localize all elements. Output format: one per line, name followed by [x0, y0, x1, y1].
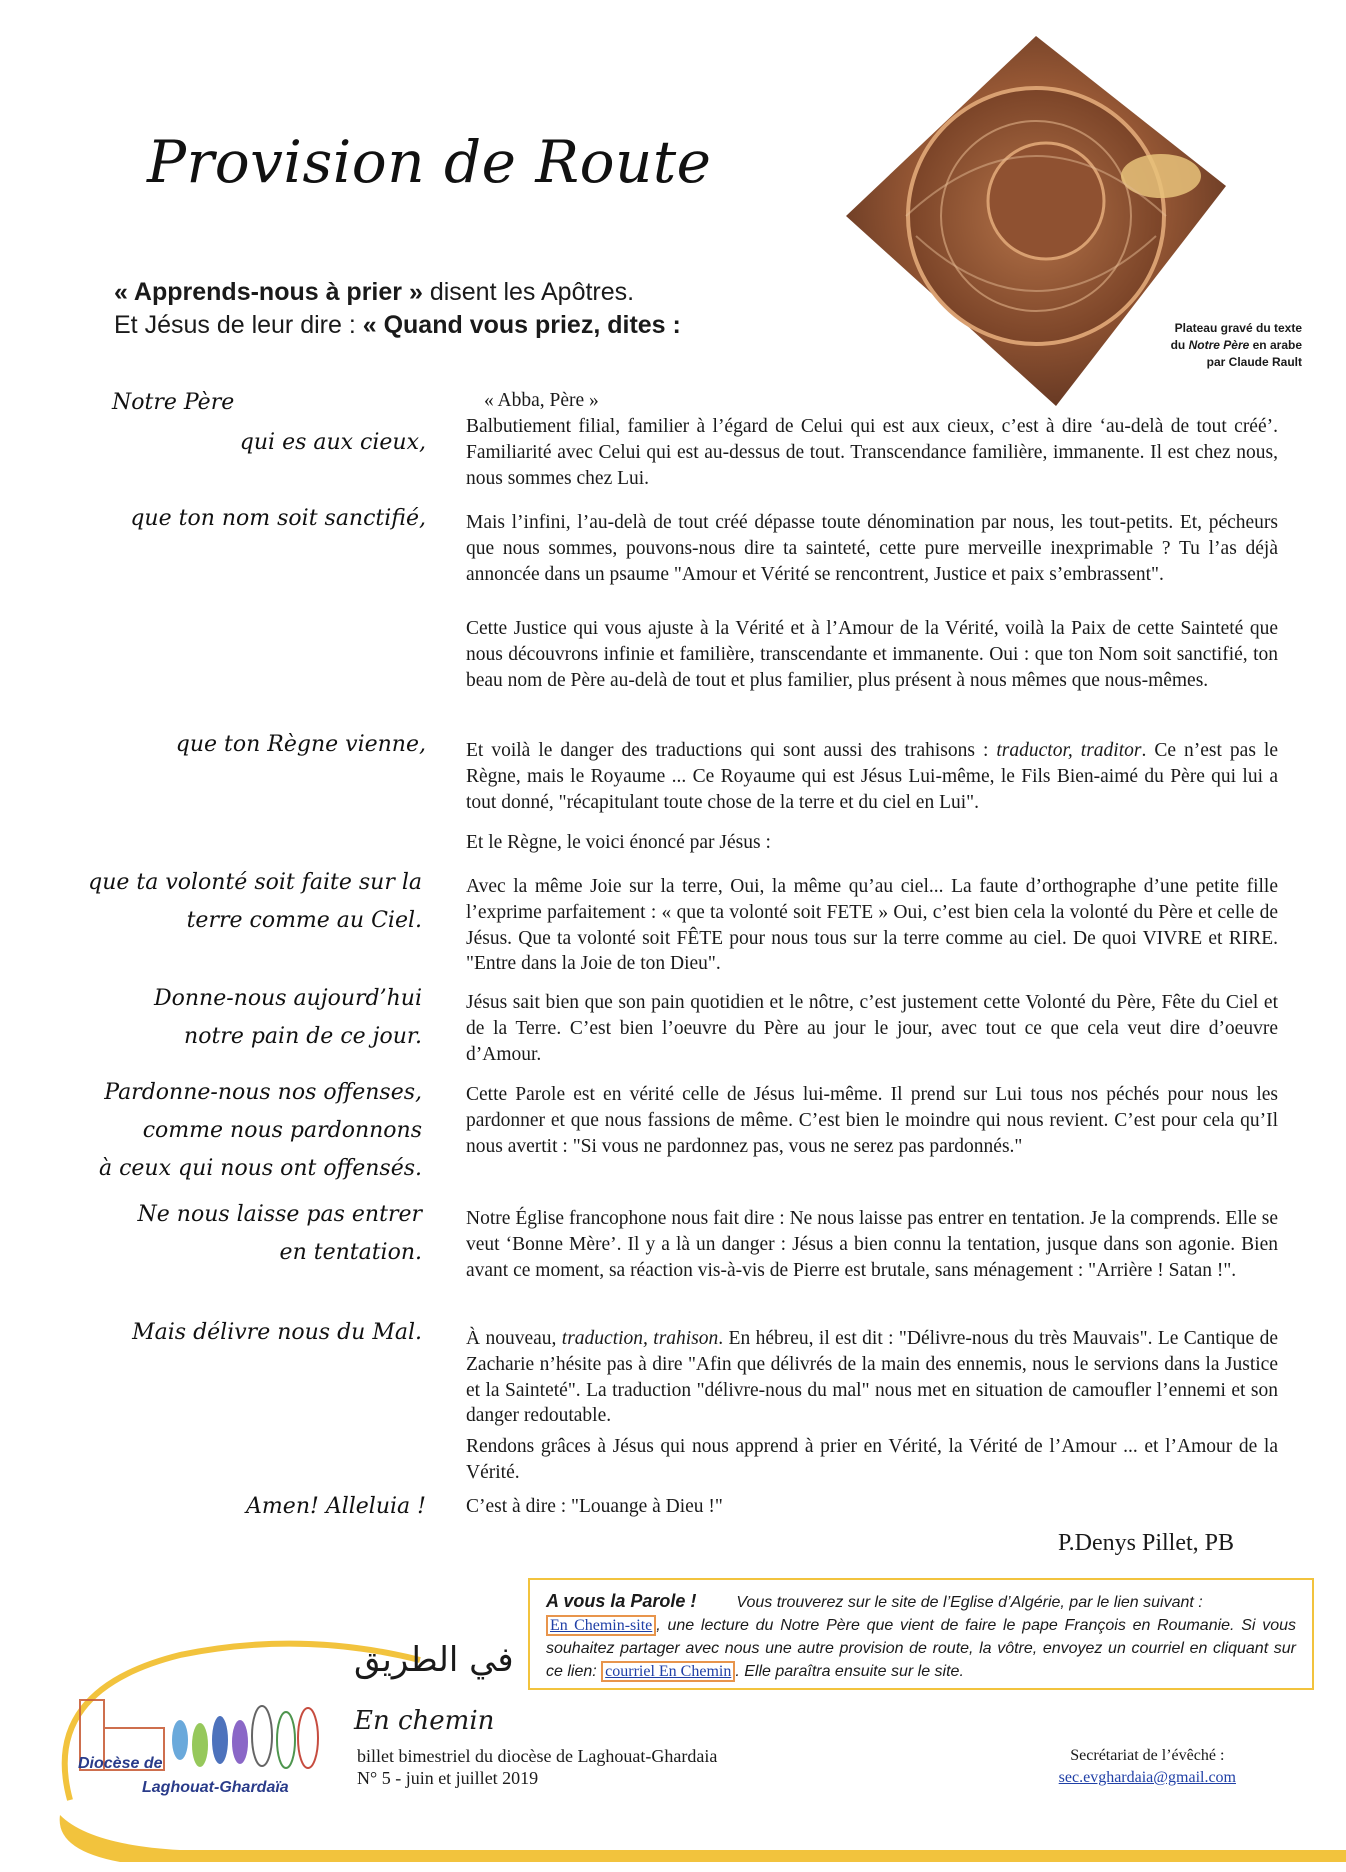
para-abba: « Abba, Père » [484, 390, 599, 411]
verse-volonte-1: que ta volonté soit faite sur la [88, 870, 422, 895]
para-rendons-graces: Rendons grâces à Jésus qui nous apprend à prier en Vérité, la Vérité de l’Amour ... et l’Amour de la Vérité. [466, 1436, 1278, 1483]
verse-notre-pere: Notre Père [112, 390, 235, 415]
verse-pardonne-2: comme nous pardonnons [142, 1118, 422, 1143]
para-pain: Jésus sait bien que son pain quotidien et le nôtre, c’est justement cette Volonté du Père, Fête du Ciel et de la Terre. C’est bien l’oeuvre du Père au jour le jour, avec tout ce que cela veut dire d’oeuvre d’Amour. [466, 992, 1278, 1065]
verse-qui-es-aux-cieux: qui es aux cieux, [239, 430, 426, 455]
intro-line-1: « Apprends-nous à prier » disent les Apôtres. [114, 278, 635, 306]
para-eglise-francophone: Notre Église francophone nous fait dire : Ne nous laisse pas entrer en tentation. Je la comprends. Elle se veut ‘Bonne Mère’. Il y a là un danger : Jésus a bien connu la tentation, jusque dans son agonie. Bien avant ce moment, sa réaction vis-à-vis de Pierre est brutale, sans ménagement : "Arrière ! Satan !". [466, 1208, 1278, 1281]
verse-volonte-2: terre comme au Ciel. [186, 908, 422, 933]
verse-amen: Amen! Alleluia ! [246, 1494, 426, 1519]
para-traductions: Et voilà le danger des traductions qui sont aussi des trahisons : traductor, traditor. Ce n’est pas le Règne, mais le Royaume ... Ce Royaume qui est Jésus Lui-même, le Fils Bien-aimé du Père qui lui a tout donné, "récapitulant toute chose de la terre et du ciel en Lui". [466, 740, 1278, 813]
verse-pardonne-1: Pardonne-nous nos offenses, [104, 1080, 422, 1105]
para-balbutiement: Balbutiement filial, familier à l’égard de Celui qui est aux cieux, c’est à dire ‘au-delà de tout créé’. Familiarité avec Celui qui est au-dessus de tout. Transcendance familière, immanente. Il est chez nous, nous sommes chez Lui. [466, 416, 1278, 489]
bulletin-info: billet bimestriel du diocèse de Laghouat-Ghardaia N° 5 - juin et juillet 2019 [357, 1746, 718, 1788]
courriel-en-chemin-link[interactable]: courriel En Chemin [601, 1661, 735, 1682]
intro [114, 276, 681, 342]
verse-donne-nous-1: Donne-nous aujourd’hui [153, 986, 422, 1011]
para-joie: Avec la même Joie sur la terre, Oui, la même qu’au ciel... La faute d’orthographe d’une petite fille l’exprime parfaitement : « que ta volonté soit FETE » Oui, c’est bien cela la volonté du Père et celle de Jésus. Que ta volonté soit FÊTE pour nous tous sur la terre comme au ciel. De quoi VIVRE et RIRE. "Entre dans la Joie de ton Dieu". [466, 876, 1278, 975]
verse-tentation-2: en tentation. [279, 1240, 422, 1265]
para-justice: Cette Justice qui vous ajuste à la Vérité et à l’Amour de la Vérité, voilà la Paix de cette Sainteté que nous découvrons infinie et familière, transcendante et immanente. Oui : que ton Nom soit sanctifié, ton beau nom de Père au-delà de tout et plus familier, plus présent à nous mêmes que nous-mêmes. [466, 618, 1278, 691]
diocese-logo-text: Diocèse de Laghouat-Ghardaïa [78, 1755, 289, 1796]
para-louange: C’est à dire : "Louange à Dieu !" [466, 1496, 723, 1517]
arabic-title: في الطريق [354, 1640, 514, 1680]
secretariat-info: Secrétariat de l’évêché : sec.evghardaia@gmail.com [1059, 1745, 1236, 1789]
para-infini: Mais l’infini, l’au-delà de tout créé dépasse toute dénomination par nous, les tout-petits. Et, pécheurs que nous sommes, pouvons-nous dire ta sainteté, cette pure merveille inexprimable ? Tu l’as déjà annoncée dans un psaume "Amour et Vérité se rencontrent, Justice et paix s’embrassent". [466, 512, 1278, 585]
en-chemin-title: En chemin [354, 1706, 495, 1736]
para-parole: Cette Parole est en vérité celle de Jésus lui-même. Il prend sur Lui tous nos péchés pour nous les pardonner et que nous fassions de même. C’est bien le moindre qui nous revient. C’est pour cela qu’Il nous avertit : "Si vous ne pardonnez pas, vous ne serez pas pardonnés." [466, 1084, 1278, 1157]
verse-nom-sanctifie: que ton nom soit sanctifié, [130, 506, 426, 531]
verse-pardonne-3: à ceux qui nous ont offensés. [98, 1156, 422, 1181]
verse-delivre: Mais délivre nous du Mal. [132, 1320, 422, 1345]
para-regne-enonce: Et le Règne, le voici énoncé par Jésus : [466, 832, 771, 853]
box-lead: A vous la Parole ! [546, 1591, 697, 1611]
page-title: Provision de Route [147, 128, 712, 196]
image-caption: Plateau gravé du texte du Notre Père en arabe par Claude Rault [1170, 321, 1302, 369]
secretariat-email-link[interactable]: sec.evghardaia@gmail.com [1058, 1769, 1236, 1786]
verse-donne-nous-2: notre pain de ce jour. [184, 1024, 422, 1049]
para-nouveau: À nouveau, traduction, trahison. En hébreu, il est dit : "Délivre-nous du très Mauvais". Le Cantique de Zacharie n’hésite pas à dire "Afin que délivrés de la main des ennemis, nous le servions dans la Justice et la Sainteté". La traduction "délivre-nous du mal" nous met en situation de camoufler l’ennemi et son danger redoutable. [466, 1328, 1278, 1427]
signature: P.Denys Pillet, PB [1057, 1530, 1234, 1556]
a-vous-la-parole-box: A vous la Parole ! Vous trouverez sur le site de l’Eglise d’Algérie, par le lien suivant : En Chemin-site , une lecture du Notre Père que vient de faire le pape François en Roumanie. Si vous souhaitez partager avec nous une autre provision de route, la vôtre, envoyez un courriel en cliquant sur ce lien: courriel En Chemin . Elle paraîtra ensuite sur le site. [528, 1578, 1314, 1690]
intro-line-2: Et Jésus de leur dire : « Quand vous priez, dites : [114, 311, 681, 339]
verse-tentation-1: Ne nous laisse pas entrer [137, 1202, 422, 1227]
verse-regne-vienne: que ton Règne vienne, [175, 732, 426, 757]
en-chemin-site-link[interactable]: En Chemin-site [546, 1615, 656, 1636]
